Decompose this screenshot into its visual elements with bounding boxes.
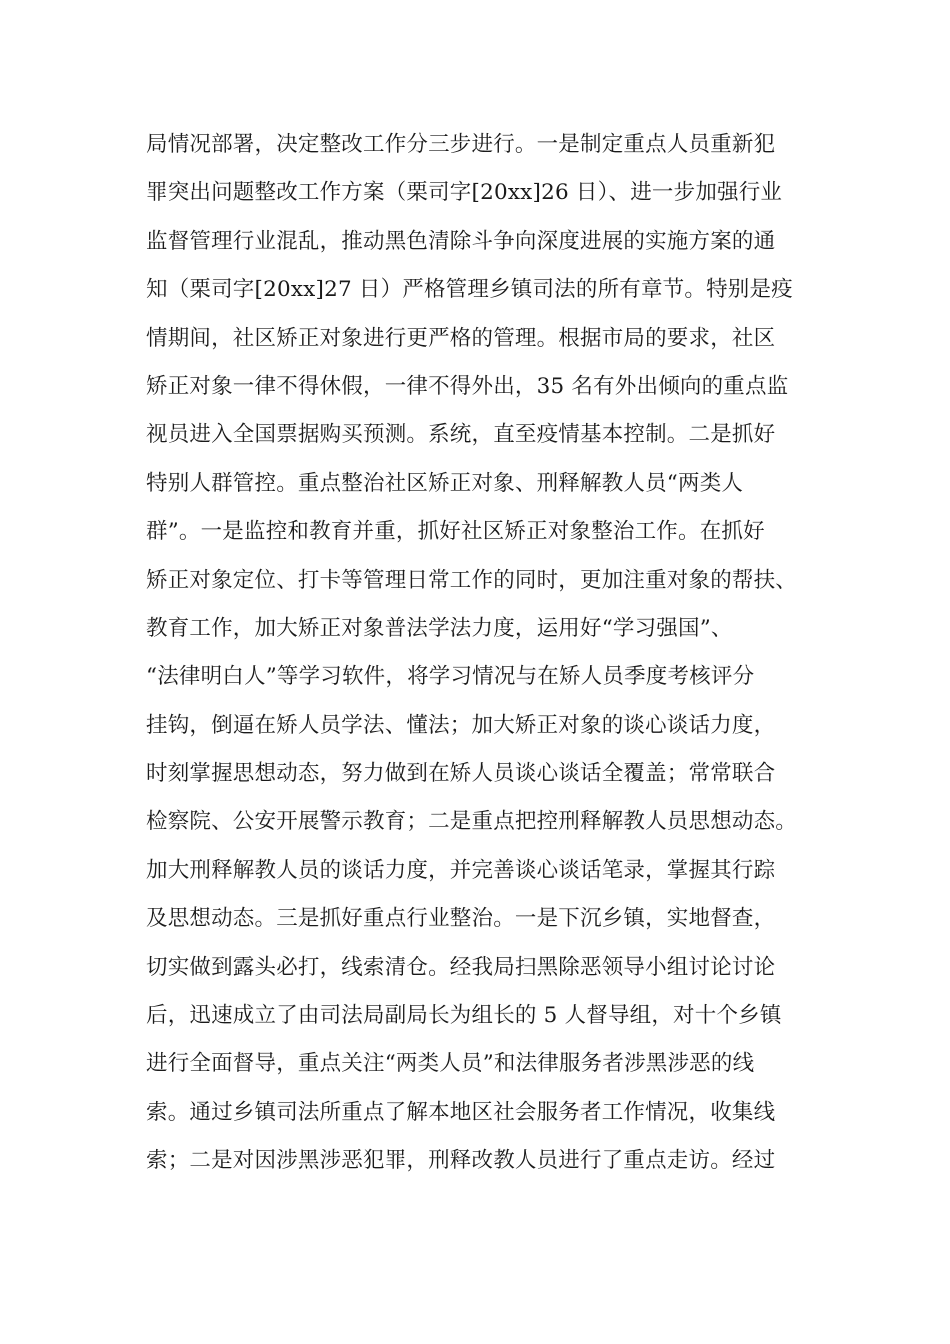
text-line: 时刻掌握思想动态，努力做到在矫人员谈心谈话全覆盖；常常联合	[146, 761, 776, 787]
text-line: 索。通过乡镇司法所重点了解本地区社会服务者工作情况，收集线	[146, 1099, 776, 1125]
text-line: 矫正对象一律不得休假，一律不得外出，35 名有外出倾向的重点监	[146, 373, 789, 399]
text-line: 视员进入全国票据购买预测。系统，直至疫情基本控制。二是抓好	[146, 422, 776, 448]
text-line: 监督管理行业混乱，推动黑色清除斗争向深度进展的实施方案的通	[146, 228, 776, 254]
text-line: 进行全面督导，重点关注“两类人员”和法律服务者涉黑涉恶的线	[146, 1051, 755, 1077]
text-line: 罪突出问题整改工作方案（栗司字[20xx]26 日）、进一步加强行业	[146, 180, 783, 206]
text-line: 后，迅速成立了由司法局副局长为组长的 5 人督导组，对十个乡镇	[146, 1003, 782, 1029]
text-line: 特别人群管控。重点整治社区矫正对象、刑释解教人员“两类人	[146, 470, 744, 496]
text-line: 局情况部署，决定整改工作分三步进行。一是制定重点人员重新犯	[146, 132, 776, 157]
text-line: 挂钩，倒逼在矫人员学法、懂法；加大矫正对象的谈心谈话力度，	[146, 712, 776, 738]
text-line: 检察院、公安开展警示教育；二是重点把控刑释解教人员思想动态。	[146, 809, 798, 835]
text-line: 矫正对象定位、打卡等管理日常工作的同时，更加注重对象的帮扶、	[146, 567, 798, 593]
text-line: “法律明白人”等学习软件，将学习情况与在矫人员季度考核评分	[146, 664, 755, 690]
text-line: 切实做到露头必打，线索清仓。经我局扫黑除恶领导小组讨论讨论	[146, 954, 776, 980]
text-line: 加大刑释解教人员的谈话力度，并完善谈心谈话笔录，掌握其行踪	[146, 857, 776, 883]
text-line: 索；二是对因涉黑涉恶犯罪，刑释改教人员进行了重点走访。经过	[146, 1148, 776, 1174]
document-body	[146, 130, 836, 1195]
text-line: 知（栗司字[20xx]27 日）严格管理乡镇司法的所有章节。特别是疫	[146, 277, 793, 303]
text-line: 教育工作，加大矫正对象普法学法力度，运用好“学习强国”、	[146, 615, 733, 641]
text-line: 群”。一是监控和教育并重，抓好社区矫正对象整治工作。在抓好	[146, 519, 765, 545]
text-line: 及思想动态。三是抓好重点行业整治。一是下沉乡镇，实地督查，	[146, 906, 776, 932]
text-line: 情期间，社区矫正对象进行更严格的管理。根据市局的要求，社区	[146, 325, 776, 351]
